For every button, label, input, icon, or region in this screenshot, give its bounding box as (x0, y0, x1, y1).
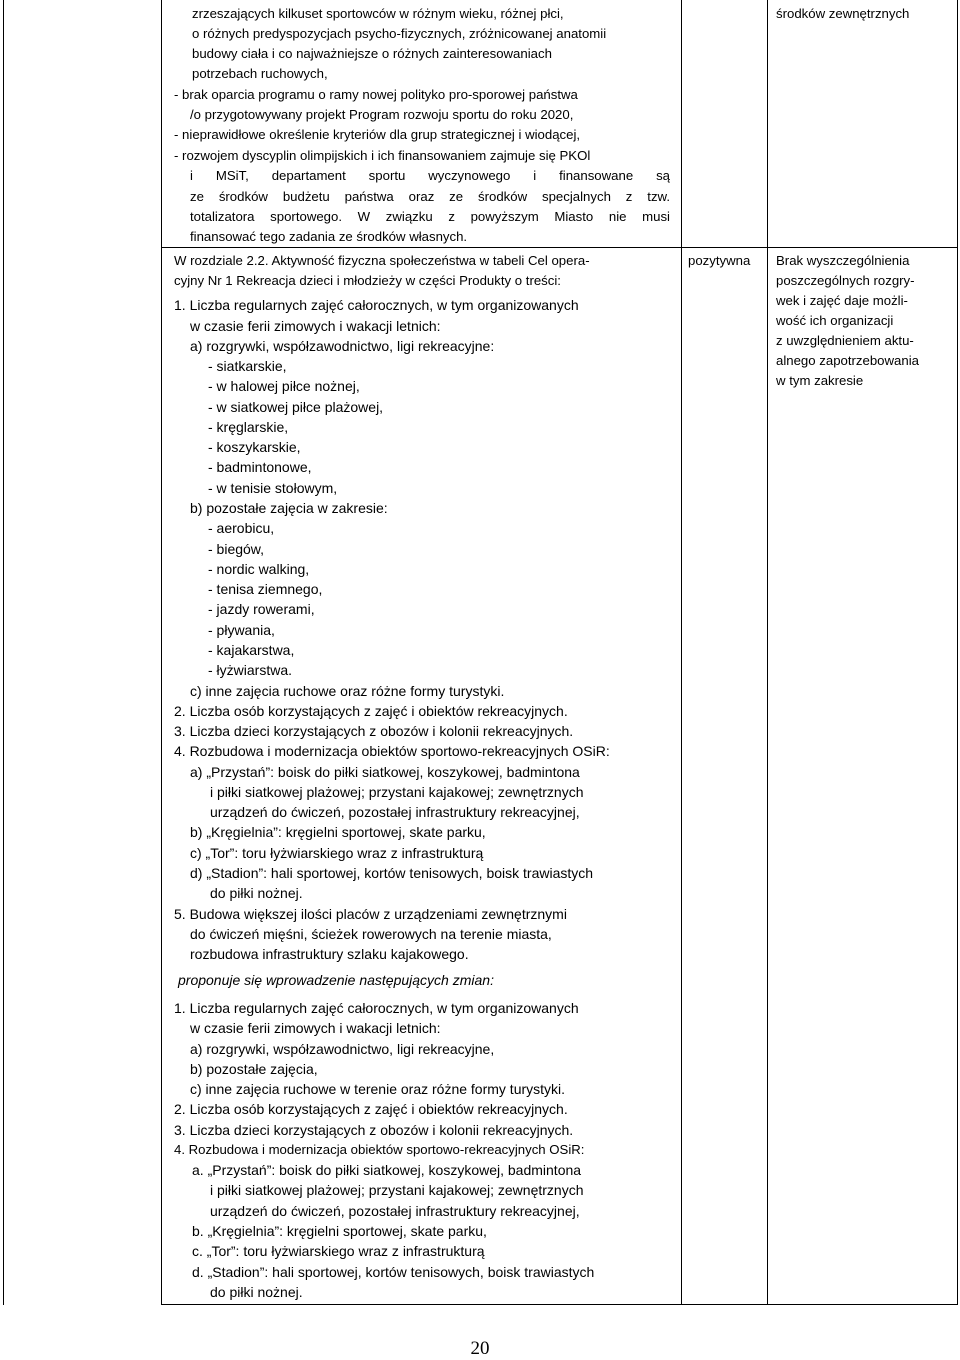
list-item: - w tenisie stołowym, (208, 480, 338, 496)
list-item: - aerobicu, (208, 520, 275, 536)
text-line: /o przygotowywany projekt Program rozwoju sportu do roku 2020, (190, 107, 574, 122)
text-line: ze środków budżetu państwa oraz ze środków specjalnych z tzw. (190, 189, 670, 204)
text-line: o różnych predyspozycjach psycho-fizycznych, zróżnicowanej anatomii (192, 26, 607, 41)
list-item: rozbudowa infrastruktury szlaku kajakowego. (190, 946, 469, 962)
list-item: do ćwiczeń mięśni, ścieżek rowerowych na terenie miasta, (190, 926, 552, 942)
table-border-col1 (161, 0, 162, 1305)
list-item: a) rozgrywki, współzawodnictwo, ligi rekreacyjne, (190, 1041, 495, 1057)
list-item: 4. Rozbudowa i modernizacja obiektów sportowo-rekreacyjnych OSiR: (174, 1142, 585, 1157)
list-item: i piłki siatkowej plażowej; przystani kajakowej; zewnętrznych (210, 784, 584, 800)
list-item: 2. Liczba osób korzystających z zajęć i obiektów rekreacyjnych. (174, 703, 568, 719)
list-item: b) „Kręgielnia”: kręgielni sportowej, skate parku, (190, 824, 486, 840)
list-item: b. „Kręgielnia”: kręgielni sportowej, skate parku, (192, 1223, 487, 1239)
justification-line: wek i zajęć daje możli- (776, 293, 908, 308)
list-item: w czasie ferii zimowych i wakacji letnich: (190, 318, 441, 334)
list-item: 1. Liczba regularnych zajęć całorocznych, w tym organizowanych (174, 1000, 579, 1016)
table-border-bottom (161, 1304, 958, 1305)
list-item: - w siatkowej piłce plażowej, (208, 399, 384, 415)
list-item: urządzeń do ćwiczeń, pozostałej infrastruktury rekreacyjnej, (210, 804, 580, 820)
list-item: - badmintonowe, (208, 459, 312, 475)
list-item: do piłki nożnej. (210, 1284, 303, 1300)
list-item: - nordic walking, (208, 561, 310, 577)
justification-line: wość ich organizacji (776, 313, 894, 328)
table-border-right (957, 0, 958, 1305)
list-item: i piłki siatkowej plażowej; przystani kajakowej; zewnętrznych (210, 1182, 584, 1198)
text-line: i MSiT, departament sportu wyczynowego i finansowane są (190, 168, 670, 183)
text-line: potrzebach ruchowych, (192, 66, 328, 81)
intro-line: cyjny Nr 1 Rekreacja dzieci i młodzieży w części Produkty o treści: (174, 273, 561, 288)
text-line: totalizatora sportowego. W związku z powyższym Miasto nie musi (190, 209, 670, 224)
justification-line: Brak wyszczególnienia (776, 253, 910, 268)
list-item: 4. Rozbudowa i modernizacja obiektów sportowo-rekreacyjnych OSiR: (174, 743, 610, 759)
list-item: d) „Stadion”: hali sportowej, kortów tenisowych, boisk trawiastych (190, 865, 594, 881)
list-item: b) pozostałe zajęcia, (190, 1061, 318, 1077)
list-item: - pływania, (208, 622, 275, 638)
justification-line: poszczególnych rozgry- (776, 273, 915, 288)
list-item: - kajakarstwa, (208, 642, 295, 658)
list-item: - jazdy rowerami, (208, 601, 315, 617)
table-border-col3 (767, 0, 768, 1305)
text-line: zrzeszających kilkuset sportowców w różnym wieku, różnej płci, (192, 6, 564, 21)
list-item: - tenisa ziemnego, (208, 581, 323, 597)
list-item: 5. Budowa większej ilości placów z urządzeniami zewnętrznymi (174, 906, 567, 922)
list-item: 3. Liczba dzieci korzystających z obozów i kolonii rekreacyjnych. (174, 1122, 574, 1138)
list-item: 3. Liczba dzieci korzystających z obozów i kolonii rekreacyjnych. (174, 723, 574, 739)
list-item: b) pozostałe zajęcia w zakresie: (190, 500, 388, 516)
table-border-left (3, 0, 4, 1305)
list-item: - biegów, (208, 541, 265, 557)
row1-right-note: środków zewnętrznych (776, 6, 910, 21)
text-line: - nieprawidłowe określenie kryteriów dla grup strategicznej i wiodącej, (174, 127, 581, 142)
text-line: - brak oparcia programu o ramy nowej polityko pro-sporowej państwa (174, 87, 578, 102)
list-item: w czasie ferii zimowych i wakacji letnich: (190, 1020, 441, 1036)
justification-line: z uwzględnieniem aktu- (776, 333, 914, 348)
list-item: c. „Tor”: toru łyżwiarskiego wraz z infrastrukturą (192, 1243, 485, 1259)
proposal-heading: proponuje się wprowadzenie następujących zmian: (178, 972, 494, 988)
list-item: c) inne zajęcia ruchowe oraz różne formy turystyki. (190, 683, 505, 699)
list-item: - siatkarskie, (208, 358, 287, 374)
text-line: finansować tego zadania ze środków własnych. (190, 229, 468, 244)
list-item: - w halowej piłce nożnej, (208, 378, 360, 394)
text-line: - rozwojem dyscyplin olimpijskich i ich finansowaniem zajmuje się PKOl (174, 148, 591, 163)
list-item: a) „Przystań”: boisk do piłki siatkowej, koszykowej, badmintona (190, 764, 580, 780)
list-item: - koszykarskie, (208, 439, 301, 455)
list-item: c) „Tor”: toru łyżwiarskiego wraz z infrastrukturą (190, 845, 484, 861)
list-item: 2. Liczba osób korzystających z zajęć i obiektów rekreacyjnych. (174, 1101, 568, 1117)
justification-line: alnego zapotrzebowania (776, 353, 919, 368)
table-border-col2 (681, 0, 682, 1305)
list-item: urządzeń do ćwiczeń, pozostałej infrastruktury rekreacyjnej, (210, 1203, 580, 1219)
list-item: 1. Liczba regularnych zajęć całorocznych, w tym organizowanych (174, 297, 579, 313)
list-item: d. „Stadion”: hali sportowej, kortów tenisowych, boisk trawiastych (192, 1264, 595, 1280)
intro-line: W rozdziale 2.2. Aktywność fizyczna społeczeństwa w tabeli Cel opera- (174, 253, 590, 268)
table-row-divider (161, 247, 958, 248)
justification-line: w tym zakresie (776, 373, 864, 388)
text-line: budowy ciała i co najważniejsze o różnych zainteresowaniach (192, 46, 552, 61)
list-item: c) inne zajęcia ruchowe w terenie oraz różne formy turystyki. (190, 1081, 566, 1097)
list-item: a) rozgrywki, współzawodnictwo, ligi rekreacyjne: (190, 338, 495, 354)
list-item: do piłki nożnej. (210, 885, 303, 901)
list-item: - kręglarskie, (208, 419, 289, 435)
list-item: a. „Przystań”: boisk do piłki siatkowej, koszykowej, badmintona (192, 1162, 582, 1178)
page-number: 20 (470, 1338, 490, 1359)
status-value: pozytywna (688, 253, 751, 268)
list-item: - łyżwiarstwa. (208, 662, 293, 678)
